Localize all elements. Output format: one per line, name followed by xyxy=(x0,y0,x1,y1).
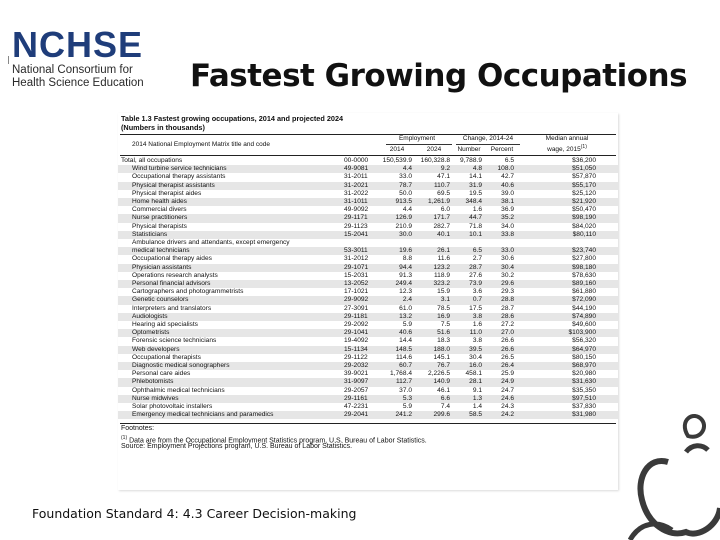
cell-change-number: 3.8 xyxy=(472,337,482,345)
cell-median-wage: $103,900 xyxy=(568,329,596,337)
cell-change-number: 28.1 xyxy=(469,378,482,386)
cell-code: 31-2022 xyxy=(344,189,369,197)
cell-employment-2014: 61.0 xyxy=(399,304,412,312)
cell-employment-2024: 16.9 xyxy=(437,312,450,320)
cell-employment-2014: 94.4 xyxy=(399,263,412,271)
table-row xyxy=(118,206,618,214)
cell-title: Audiologists xyxy=(132,312,168,320)
cell-change-number: 16.0 xyxy=(469,362,482,369)
cell-title: Optometrists xyxy=(132,329,170,337)
cell-median-wage: $98,190 xyxy=(572,214,596,222)
cell-employment-2014: 8.8 xyxy=(402,255,412,263)
cell-employment-2014: 4.4 xyxy=(402,206,412,214)
cell-code: 29-1071 xyxy=(344,263,369,271)
cell-title: Physician assistants xyxy=(132,263,192,271)
cell-median-wage: $74,890 xyxy=(572,312,596,320)
cell-employment-2014: 33.0 xyxy=(399,173,412,181)
col-header-2024: 2024 xyxy=(426,146,442,153)
table-row xyxy=(118,337,618,345)
table-row xyxy=(118,173,618,181)
nchse-logo xyxy=(12,26,162,90)
cell-change-number: 71.8 xyxy=(469,222,482,230)
cell-change-number: 19.5 xyxy=(469,189,482,197)
cell-title: Occupational therapists xyxy=(132,353,201,361)
cell-title: Genetic counselors xyxy=(132,296,189,304)
cell-title: Nurse midwives xyxy=(132,394,179,402)
footnotes-label: Footnotes: xyxy=(121,425,155,432)
cell-change-percent: 36.9 xyxy=(501,206,514,214)
cell-change-number: 10.1 xyxy=(469,230,482,238)
cell-code: 31-2011 xyxy=(344,173,368,181)
cell-title: Personal care aides xyxy=(132,370,191,378)
cell-code: 47-2231 xyxy=(344,403,369,410)
cell-employment-2024: 160,328.8 xyxy=(420,157,450,164)
table-row xyxy=(118,239,618,247)
cell-employment-2024: 26.1 xyxy=(437,247,450,255)
cell-change-number: 11.0 xyxy=(469,329,482,337)
cell-employment-2024: 299.6 xyxy=(433,411,450,419)
table-source: Source: Employment Projections program, U.S. Bureau of Labor Statistics. xyxy=(121,443,353,450)
cell-title: Phlebotomists xyxy=(132,378,174,386)
cell-code: 31-2012 xyxy=(344,255,369,263)
occupations-table xyxy=(118,113,618,490)
cell-change-number: 1.3 xyxy=(472,394,482,402)
cell-employment-2024: 6.0 xyxy=(440,206,450,214)
table-row xyxy=(118,272,618,280)
slide-title: Fastest Growing Occupations xyxy=(190,58,688,94)
cell-employment-2024: 140.9 xyxy=(433,378,450,386)
table-row xyxy=(118,403,618,411)
cell-change-percent: 33.8 xyxy=(501,230,514,238)
cell-median-wage: $50,470 xyxy=(572,206,596,214)
cell-median-wage: $55,170 xyxy=(572,181,596,189)
cell-change-percent: 33.0 xyxy=(501,247,514,255)
cell-code: 31-9097 xyxy=(344,378,369,386)
cell-code: 17-1021 xyxy=(344,288,369,296)
cell-employment-2024: 118.9 xyxy=(433,271,450,279)
table-row xyxy=(118,165,618,173)
cell-employment-2024: 78.5 xyxy=(437,304,450,312)
table-bottom-rule xyxy=(120,423,616,424)
cell-code: 29-1123 xyxy=(344,222,368,230)
cell-employment-2014: 5.3 xyxy=(402,394,412,402)
cell-employment-2014: 14.4 xyxy=(399,337,412,345)
cell-employment-2024: 188.0 xyxy=(433,345,450,353)
cell-employment-2024: 1,261.9 xyxy=(428,198,450,205)
cell-code: 29-1171 xyxy=(344,214,368,222)
table-row xyxy=(118,313,618,321)
cell-title: Physical therapist assistants xyxy=(132,181,215,189)
cell-title: Diagnostic medical sonographers xyxy=(132,362,230,369)
cell-title: Wind turbine service technicians xyxy=(132,165,227,173)
cell-change-number: 0.7 xyxy=(472,296,482,304)
cell-employment-2014: 37.0 xyxy=(399,386,412,394)
table-row xyxy=(118,255,618,263)
table-row xyxy=(118,296,618,304)
cell-median-wage: $35,350 xyxy=(572,386,596,394)
cell-code: 29-1041 xyxy=(344,329,369,337)
table-row xyxy=(118,264,618,272)
cell-employment-2014: 150,539.9 xyxy=(382,157,412,164)
cell-employment-2014: 12.3 xyxy=(399,288,412,296)
cell-change-percent: 29.6 xyxy=(501,280,514,287)
cell-title: Interpreters and translators xyxy=(132,304,212,312)
cell-title: Forensic science technicians xyxy=(132,337,217,345)
cell-change-percent: 25.9 xyxy=(501,370,514,378)
cell-employment-2024: 171.7 xyxy=(433,214,450,222)
cell-employment-2014: 30.0 xyxy=(399,230,412,238)
cell-change-number: 73.9 xyxy=(469,280,482,287)
cell-change-number: 58.5 xyxy=(469,411,482,419)
cell-employment-2014: 126.9 xyxy=(395,214,412,222)
table-row xyxy=(118,247,618,255)
cell-employment-2024: 7.5 xyxy=(440,321,450,328)
cell-median-wage: $37,830 xyxy=(572,403,596,410)
cell-code: 29-2032 xyxy=(344,362,369,369)
table-row xyxy=(118,198,618,206)
table-row xyxy=(118,190,618,198)
cell-employment-2014: 91.3 xyxy=(399,271,412,279)
cell-change-number: 14.1 xyxy=(469,173,482,181)
cell-title: Solar photovoltaic installers xyxy=(132,403,213,410)
footnote-1: $^{(1)}$ Data are from the Occupational Employment Statistics program, U.S. Bureau of Labor Statistics. xyxy=(121,435,427,445)
cell-change-percent: 38.1 xyxy=(501,198,514,205)
cell-change-number: 4.8 xyxy=(472,165,482,173)
table-row xyxy=(118,157,618,165)
apple-logo-icon xyxy=(628,390,720,540)
cell-change-percent: 34.0 xyxy=(501,222,514,230)
col-group-change: Change, 2014-24 xyxy=(462,135,514,142)
cell-change-number: 2.7 xyxy=(472,255,482,263)
cell-median-wage: $25,120 xyxy=(572,189,596,197)
cell-employment-2024: 47.1 xyxy=(437,173,450,181)
cell-median-wage: $31,980 xyxy=(572,411,596,419)
cell-code: 49-9092 xyxy=(344,206,369,214)
cell-code: 39-9021 xyxy=(344,370,369,378)
cell-change-number: 3.8 xyxy=(472,312,482,320)
col-header-title: 2014 National Employment Matrix title and code xyxy=(132,141,271,148)
cell-change-number: 9,788.9 xyxy=(460,157,482,164)
cell-code: 31-2021 xyxy=(344,181,369,189)
cell-employment-2024: 40.1 xyxy=(437,230,450,238)
divider-mark xyxy=(8,56,9,64)
cell-change-percent: 24.9 xyxy=(501,378,514,386)
cell-median-wage: $36,200 xyxy=(572,157,596,164)
cell-employment-2024: 2,226.5 xyxy=(428,370,450,378)
cell-median-wage: $44,190 xyxy=(572,304,596,312)
cell-employment-2014: 1,768.4 xyxy=(390,370,412,378)
table-row xyxy=(118,288,618,296)
col-header-wage: Median annual wage, 2015$^{(1)}$ xyxy=(545,135,589,154)
table-row xyxy=(118,214,618,222)
cell-employment-2014: 148.5 xyxy=(395,345,412,353)
cell-change-percent: 29.3 xyxy=(501,288,514,296)
cell-change-percent: 108.0 xyxy=(497,165,514,173)
table-row xyxy=(118,346,618,354)
cell-employment-2014: 60.7 xyxy=(399,362,412,369)
cell-change-number: 1.6 xyxy=(472,206,482,214)
cell-employment-2024: 51.6 xyxy=(437,329,450,337)
cell-title: Physical therapist aides xyxy=(132,189,202,197)
table-caption: Table 1.3 Fastest growing occupations, 2014 and projected 2024 (Numbers in thousands) xyxy=(121,114,344,132)
cell-employment-2014: 4.4 xyxy=(402,165,412,173)
cell-employment-2024: 110.7 xyxy=(433,181,450,189)
cell-title: Occupational therapy aides xyxy=(132,255,212,263)
cell-employment-2024: 7.4 xyxy=(440,403,450,410)
cell-median-wage: $98,180 xyxy=(572,263,596,271)
cell-change-percent: 30.2 xyxy=(501,271,514,279)
table-row xyxy=(118,411,618,419)
cell-median-wage: $21,920 xyxy=(572,198,596,205)
cell-title: Ophthalmic medical technicians xyxy=(132,386,225,394)
cell-median-wage: $31,630 xyxy=(572,378,596,386)
cell-code: 29-2041 xyxy=(344,411,369,419)
cell-title: Occupational therapy assistants xyxy=(132,173,226,181)
cell-median-wage: $64,970 xyxy=(572,345,596,353)
col-header-2014: 2014 xyxy=(389,146,405,153)
cell-median-wage: $84,020 xyxy=(572,222,596,230)
cell-change-number: 348.4 xyxy=(465,198,482,205)
cell-change-percent: 27.2 xyxy=(501,321,514,328)
cell-code: 29-1122 xyxy=(344,353,368,361)
cell-change-percent: 39.0 xyxy=(501,189,514,197)
cell-employment-2014: 210.9 xyxy=(395,222,412,230)
cell-code: 31-1011 xyxy=(344,198,368,205)
logo-subtitle-line2: Health Science Education xyxy=(12,77,144,89)
cell-median-wage: $97,510 xyxy=(572,394,596,402)
cell-code: 29-2057 xyxy=(344,386,369,394)
cell-title: Cartographers and photogrammetrists xyxy=(132,288,244,296)
cell-employment-2024: 9.2 xyxy=(440,165,450,173)
cell-change-number: 44.7 xyxy=(469,214,482,222)
cell-employment-2014: 5.9 xyxy=(402,403,412,410)
cell-median-wage: $56,320 xyxy=(572,337,596,345)
cell-title: Commercial divers xyxy=(132,206,187,214)
cell-change-percent: 30.6 xyxy=(501,255,514,263)
table-row xyxy=(118,223,618,231)
cell-change-percent: 42.7 xyxy=(501,173,514,181)
cell-change-percent: 28.8 xyxy=(501,296,514,304)
col-group-employment: Employment xyxy=(398,135,436,142)
table-row xyxy=(118,362,618,370)
cell-change-percent: 40.6 xyxy=(501,181,514,189)
table-row xyxy=(118,329,618,337)
cell-employment-2014: 112.7 xyxy=(395,378,412,386)
cell-employment-2024: 11.6 xyxy=(437,255,450,263)
cell-code: 29-1181 xyxy=(344,312,368,320)
cell-change-number: 9.1 xyxy=(472,386,482,394)
cell-change-percent: 26.6 xyxy=(501,345,514,353)
cell-title: medical technicians xyxy=(132,247,190,255)
cell-median-wage: $89,160 xyxy=(572,280,596,287)
cell-employment-2024: 3.1 xyxy=(440,296,450,304)
cell-change-percent: 26.5 xyxy=(501,353,514,361)
cell-code: 49-9081 xyxy=(344,165,369,173)
cell-change-number: 30.4 xyxy=(469,353,482,361)
cell-employment-2014: 40.6 xyxy=(399,329,412,337)
cell-employment-2014: 5.9 xyxy=(402,321,412,328)
cell-change-percent: 26.4 xyxy=(501,362,514,369)
table-row xyxy=(118,395,618,403)
cell-median-wage: $57,870 xyxy=(572,173,596,181)
cell-median-wage: $27,800 xyxy=(572,255,596,263)
cell-code: 29-2092 xyxy=(344,321,369,328)
table-row xyxy=(118,321,618,329)
cell-median-wage: $49,600 xyxy=(572,321,596,328)
cell-median-wage: $72,090 xyxy=(572,296,596,304)
cell-median-wage: $61,880 xyxy=(572,288,596,296)
cell-code: 15-2041 xyxy=(344,230,369,238)
cell-employment-2024: 6.6 xyxy=(440,394,450,402)
cell-change-percent: 35.2 xyxy=(501,214,514,222)
cell-code: 13-2052 xyxy=(344,280,369,287)
cell-change-percent: 24.6 xyxy=(501,394,514,402)
cell-change-percent: 24.3 xyxy=(501,403,514,410)
cell-employment-2014: 114.6 xyxy=(395,353,412,361)
cell-median-wage: $20,980 xyxy=(572,370,596,378)
cell-code: 15-1134 xyxy=(344,345,368,353)
cell-change-percent: 28.6 xyxy=(501,312,514,320)
cell-employment-2024: 18.3 xyxy=(437,337,450,345)
footer-standard: Foundation Standard 4: 4.3 Career Decision-making xyxy=(32,506,357,521)
cell-code: 19-4092 xyxy=(344,337,369,345)
cell-median-wage: $68,970 xyxy=(572,362,596,369)
cell-change-percent: 26.6 xyxy=(501,337,514,345)
cell-employment-2024: 46.1 xyxy=(437,386,450,394)
cell-code: 29-1161 xyxy=(344,394,368,402)
cell-employment-2014: 2.4 xyxy=(402,296,412,304)
cell-change-number: 458.1 xyxy=(465,370,482,378)
cell-title: Statisticians xyxy=(132,230,168,238)
cell-employment-2014: 19.6 xyxy=(399,247,412,255)
cell-code: 00-0000 xyxy=(344,157,369,164)
cell-employment-2024: 15.9 xyxy=(437,288,450,296)
cell-median-wage: $80,150 xyxy=(572,353,596,361)
cell-title: Personal financial advisors xyxy=(132,280,211,287)
cell-employment-2014: 50.0 xyxy=(399,189,412,197)
cell-employment-2024: 145.1 xyxy=(433,353,450,361)
cell-change-percent: 27.0 xyxy=(501,329,514,337)
table-row xyxy=(118,305,618,313)
cell-employment-2024: 76.7 xyxy=(437,362,450,369)
logo-wordmark: NCHSE xyxy=(12,24,144,65)
cell-code: 53-3011 xyxy=(344,247,368,255)
cell-employment-2024: 69.5 xyxy=(437,189,450,197)
cell-title: Nurse practitioners xyxy=(132,214,188,222)
cell-employment-2024: 123.2 xyxy=(433,263,450,271)
table-row xyxy=(118,370,618,378)
cell-change-number: 17.5 xyxy=(469,304,482,312)
cell-change-number: 1.4 xyxy=(472,403,482,410)
cell-change-percent: 24.2 xyxy=(501,411,514,419)
cell-employment-2014: 913.5 xyxy=(395,198,412,205)
cell-change-number: 27.6 xyxy=(469,271,482,279)
cell-median-wage: $23,740 xyxy=(572,247,596,255)
table-header-rule xyxy=(120,155,616,156)
cell-median-wage: $78,630 xyxy=(572,271,596,279)
change-group-rule xyxy=(456,144,520,145)
cell-change-number: 3.6 xyxy=(472,288,482,296)
cell-change-number: 39.5 xyxy=(469,345,482,353)
cell-employment-2014: 249.4 xyxy=(395,280,412,287)
cell-employment-2014: 13.2 xyxy=(399,312,412,320)
employment-group-rule xyxy=(386,144,452,145)
cell-title: Total, all occupations xyxy=(121,157,183,164)
cell-title: Hearing aid specialists xyxy=(132,321,198,328)
table-row xyxy=(118,354,618,362)
cell-title: Physical therapists xyxy=(132,222,187,230)
cell-code: 29-9092 xyxy=(344,296,369,304)
logo-subtitle-line1: National Consortium for xyxy=(12,64,133,76)
cell-title: Home health aides xyxy=(132,198,187,205)
cell-code: 15-2031 xyxy=(344,271,369,279)
cell-change-number: 31.9 xyxy=(469,181,482,189)
cell-change-percent: 28.7 xyxy=(501,304,514,312)
cell-change-percent: 6.5 xyxy=(504,157,514,164)
table-row xyxy=(118,280,618,288)
col-header-number: Number xyxy=(457,146,481,153)
table-row xyxy=(118,387,618,395)
table-row xyxy=(118,378,618,386)
cell-title: Emergency medical technicians and paramedics xyxy=(132,411,274,419)
cell-employment-2024: 323.2 xyxy=(433,280,450,287)
cell-title: Ambulance drivers and attendants, except emergency xyxy=(132,239,290,246)
table-row xyxy=(118,231,618,239)
cell-employment-2014: 78.7 xyxy=(399,181,412,189)
cell-title: Web developers xyxy=(132,345,180,353)
cell-change-percent: 30.4 xyxy=(501,263,514,271)
cell-median-wage: $51,050 xyxy=(572,165,596,173)
cell-change-number: 6.5 xyxy=(472,247,482,255)
cell-change-number: 28.7 xyxy=(469,263,482,271)
cell-employment-2014: 241.2 xyxy=(395,411,412,419)
cell-change-number: 1.6 xyxy=(472,321,482,328)
col-header-percent: Percent xyxy=(490,146,514,153)
cell-median-wage: $80,110 xyxy=(572,230,596,238)
cell-code: 27-3091 xyxy=(344,304,369,312)
cell-employment-2024: 282.7 xyxy=(433,222,450,230)
cell-change-percent: 24.7 xyxy=(501,386,514,394)
cell-title: Operations research analysts xyxy=(132,271,218,279)
table-row xyxy=(118,182,618,190)
